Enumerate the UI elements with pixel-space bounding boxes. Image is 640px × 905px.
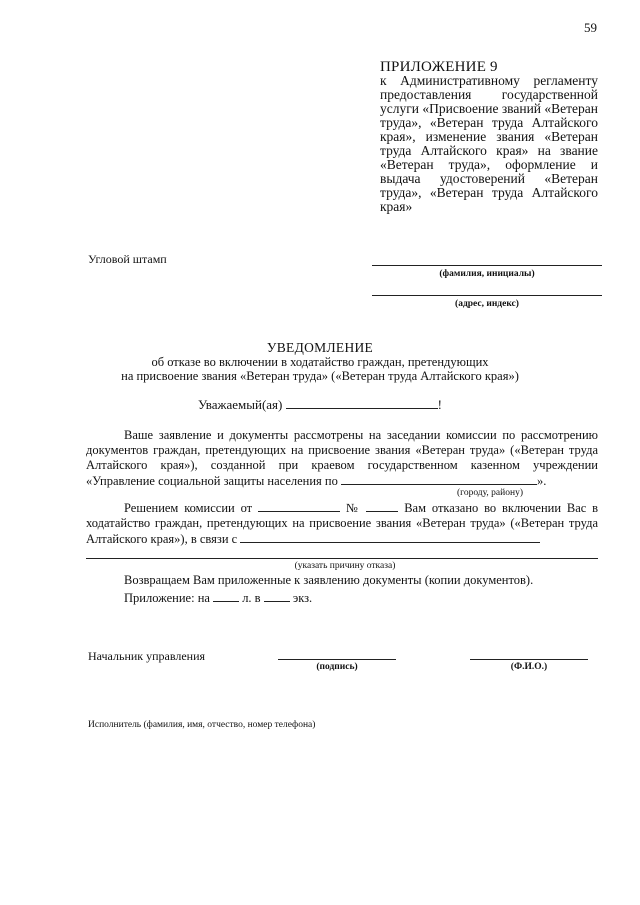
district-blank xyxy=(341,473,537,485)
greeting-suffix: ! xyxy=(437,397,442,412)
decision-number-blank xyxy=(366,500,398,512)
return-text: Возвращаем Вам приложенные к заявлению документы (копии документов). xyxy=(124,573,534,587)
recipient-name-caption: (фамилия, инициалы) xyxy=(439,269,535,279)
notice-subtitle-line1: об отказе во включении в ходатайство граждан, претендующих xyxy=(151,355,489,369)
refusal-reason-blank xyxy=(240,531,540,543)
recipient-address-caption: (адрес, индекс) xyxy=(455,299,519,309)
paragraph-review-text: Ваше заявление и документы рассмотрены на заседании комиссии по рассмотрению документов граждан, претендующих на присвоение звания «Ветеран труда» («Ветеран труда Алтайского края»), созданной при краевом государственном казенном учреждении «Управление социальной защиты населения по xyxy=(86,428,598,488)
recipient-address-line xyxy=(372,295,602,296)
district-caption: (городу, району) xyxy=(457,488,523,498)
fio-line xyxy=(470,659,588,660)
paragraph-decision xyxy=(86,500,598,547)
attachment-prefix: Приложение: на xyxy=(124,591,210,605)
attachment-suffix: экз. xyxy=(292,591,313,605)
greeting-prefix: Уважаемый(ая) xyxy=(198,397,283,412)
attachment-middle: л. в xyxy=(242,591,261,605)
attachment-line xyxy=(86,590,598,606)
notice-subtitle xyxy=(0,355,640,383)
stamp-label: Угловой штамп xyxy=(88,252,167,266)
greeting xyxy=(0,397,640,413)
notice-subtitle-line2: на присвоение звания «Ветеран труда» («Ветеран труда Алтайского края») xyxy=(121,369,519,383)
decision-text: Вам отказано во включении Вас в ходатайство граждан, претендующих на присвоение звания «Ветеран труда» («Ветеран труда Алтайского края»), в связи с xyxy=(86,501,599,546)
signature-caption: (подпись) xyxy=(316,662,358,672)
recipient-name-line xyxy=(372,265,602,266)
decision-date-blank xyxy=(258,500,340,512)
fio-caption: (Ф.И.О.) xyxy=(510,662,548,672)
appendix-block xyxy=(380,60,598,214)
executor-label: Исполнитель (фамилия, имя, отчество, номер телефона) xyxy=(88,720,316,730)
paragraph-review xyxy=(86,428,598,489)
signature-line xyxy=(278,659,396,660)
signer-position: Начальник управления xyxy=(88,649,206,663)
decision-number-label: № xyxy=(345,501,361,515)
page-number: 59 xyxy=(584,20,597,35)
paragraph-review-end: ». xyxy=(536,474,547,488)
notice-title: УВЕДОМЛЕНИЕ xyxy=(266,340,374,355)
attachment-copies-blank xyxy=(264,590,290,602)
appendix-title: ПРИЛОЖЕНИЕ 9 xyxy=(380,59,498,75)
refusal-reason-caption: (указать причину отказа) xyxy=(294,561,396,571)
appendix-text: к Административному регламенту предоставления государственной услуги «Присвоение званий «Ветеран труда», «Ветеран труда Алтайского края», изменение звания «Ветеран труда Алтайского края» на звание «Ветеран труда», оформление и выдача удостоверений «Ветеран труда», «Ветеран труда Алтайского края» xyxy=(380,73,599,214)
attachment-sheets-blank xyxy=(213,590,239,602)
greeting-name-blank xyxy=(286,397,438,409)
decision-from-label: Решением комиссии от xyxy=(124,501,253,515)
refusal-reason-line xyxy=(86,558,598,559)
